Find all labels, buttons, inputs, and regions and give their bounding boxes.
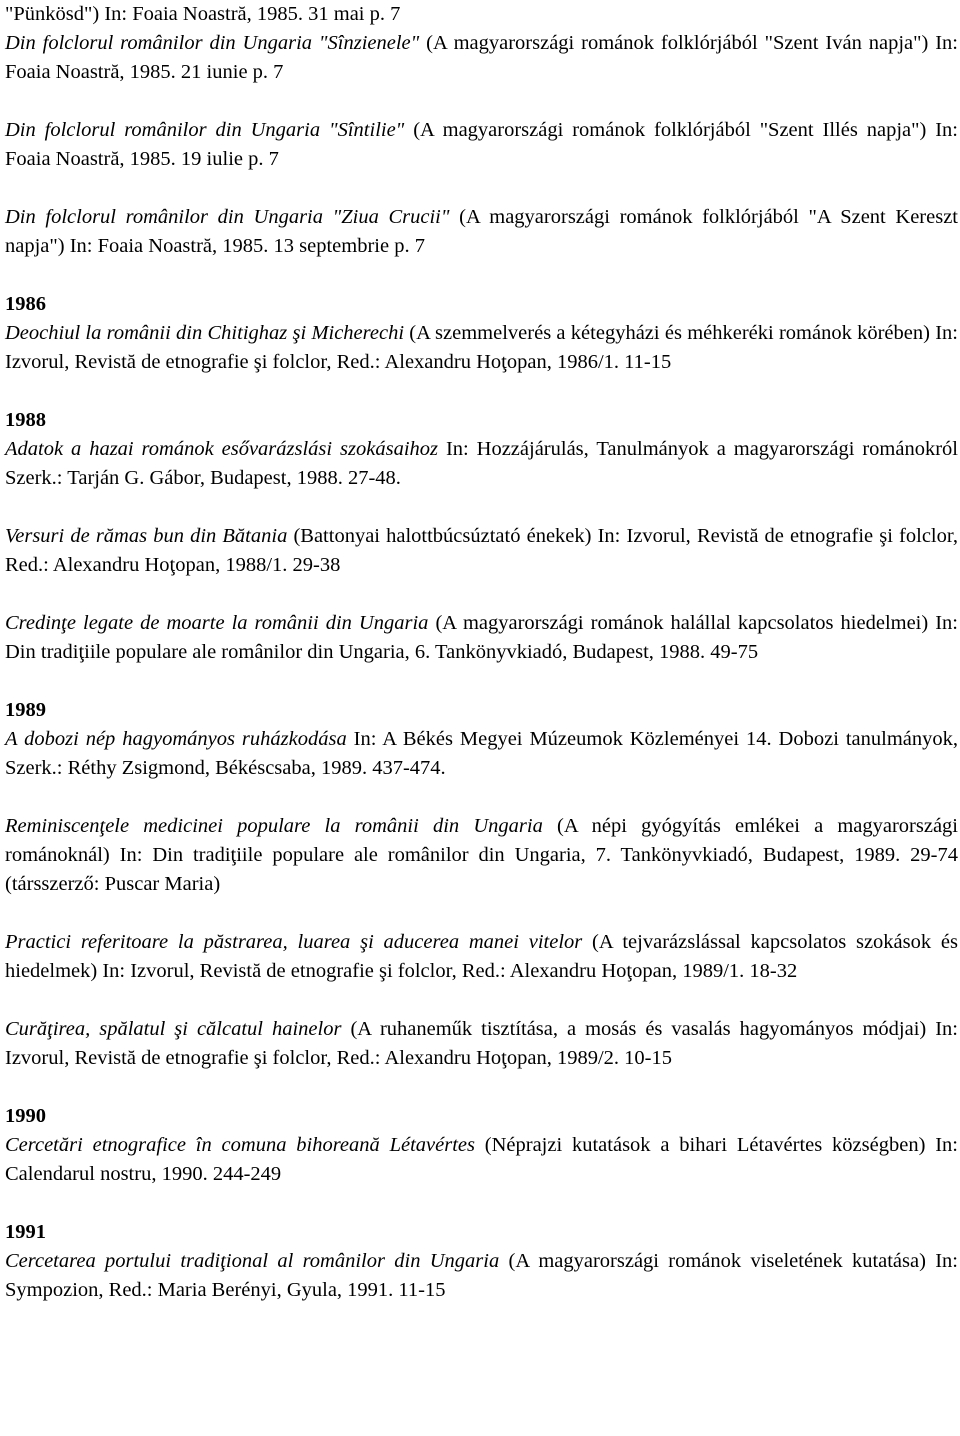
entry-details: (A ruhaneműk tisztítása, a mosás és vasalás hagyományos módjai) In: Izvorul, Revistă de etnografie şi folclor, Red.: Alexandru Hoţopan, 1989/2. 10-15 xyxy=(5,1018,958,1069)
entry-title: Din folclorul românilor din Ungaria "Sîntilie" xyxy=(5,119,405,141)
year-section xyxy=(5,1218,958,1305)
entry-title: Cercetarea portului tradiţional al românilor din Ungaria xyxy=(5,1250,500,1272)
bibliography-entry xyxy=(5,116,958,174)
year-section xyxy=(5,1102,958,1189)
entry-details: (A magyarországi románok folklórjából "Szent Iván napja") In: Foaia Noastră, 1985. 21 iunie p. 7 xyxy=(5,32,958,83)
entry-details: (Battonyai halottbúcsúztató énekek) In: Izvorul, Revistă de etnografie şi folclor, Red.: Alexandru Hoţopan, 1988/1. 29-38 xyxy=(5,525,958,576)
bibliography-sections xyxy=(5,29,958,1305)
entry-details: (A szemmelverés a kétegyházi és méhkeréki románok körében) In: Izvorul, Revistă de etnografie şi folclor, Red.: Alexandru Hoţopan, 1986/1. 11-15 xyxy=(5,322,958,373)
entry-title: Adatok a hazai románok esővarázslási szokásaihoz xyxy=(5,438,438,460)
entry-details: (A magyarországi románok viseletének kutatása) In: Sympozion, Red.: Maria Berényi, Gyula, 1991. 11-15 xyxy=(5,1250,958,1301)
entry-title: Credinţe legate de moarte la românii din Ungaria xyxy=(5,612,429,634)
bibliography-entry xyxy=(5,319,958,377)
entry-details: (Néprajzi kutatások a bihari Létavértes községben) In: Calendarul nostru, 1990. 244-249 xyxy=(5,1134,958,1185)
entry-title: A dobozi nép hagyományos ruházkodása xyxy=(5,728,347,750)
entry-title: Cercetări etnografice în comuna bihoreană Létavértes xyxy=(5,1134,475,1156)
entry-details: (A magyarországi románok halállal kapcsolatos hiedelmei) In: Din tradiţiile populare ale românilor din Ungaria, 6. Tankönyvkiadó, Budapest, 1988. 49-75 xyxy=(5,612,958,663)
bibliography-entry xyxy=(5,609,958,667)
bibliography-entry xyxy=(5,203,958,261)
year-heading: 1991 xyxy=(5,1221,46,1243)
entry-title: Curăţirea, spălatul şi călcatul hainelor xyxy=(5,1018,342,1040)
year-heading: 1990 xyxy=(5,1105,46,1127)
year-section xyxy=(5,406,958,667)
entry-details: (A magyarországi románok folklórjából "A Szent Kereszt napja") In: Foaia Noastră, 1985. 13 septembrie p. 7 xyxy=(5,206,958,257)
year-section xyxy=(5,29,958,261)
bibliography-entry xyxy=(5,725,958,783)
year-section xyxy=(5,696,958,1073)
entry-details: In: A Békés Megyei Múzeumok Közleményei 14. Dobozi tanulmányok, Szerk.: Réthy Zsigmond, Békéscsaba, 1989. 437-474. xyxy=(5,728,958,779)
bibliography-entry xyxy=(5,522,958,580)
year-heading: 1988 xyxy=(5,409,46,431)
entry-title: Din folclorul românilor din Ungaria "Ziua Crucii" xyxy=(5,206,450,228)
year-heading: 1986 xyxy=(5,293,46,315)
entry-details: In: Hozzájárulás, Tanulmányok a magyarországi románokról Szerk.: Tarján G. Gábor, Budapest, 1988. 27-48. xyxy=(5,438,958,489)
bibliography-entry xyxy=(5,1247,958,1305)
entry-title: Din folclorul românilor din Ungaria "Sînzienele" xyxy=(5,32,420,54)
bibliography-entry xyxy=(5,29,958,87)
bibliography-entry xyxy=(5,1015,958,1073)
entry-title: Deochiul la românii din Chitighaz şi Micherechi xyxy=(5,322,405,344)
entry-title: Versuri de rămas bun din Bătania xyxy=(5,525,288,547)
bibliography-entry xyxy=(5,812,958,899)
entry-title: Practici referitoare la păstrarea, luarea şi aducerea manei vitelor xyxy=(5,931,583,953)
bibliography-entry xyxy=(5,435,958,493)
continued-entry-fragment: "Pünkösd") In: Foaia Noastră, 1985. 31 mai p. 7 xyxy=(5,3,401,25)
year-section xyxy=(5,290,958,377)
entry-details: (A tejvarázslással kapcsolatos szokások és hiedelmek) In: Izvorul, Revistă de etnografie şi folclor, Red.: Alexandru Hoţopan, 1989/1. 18-32 xyxy=(5,931,958,982)
entry-details: (A magyarországi románok folklórjából "Szent Illés napja") In: Foaia Noastră, 1985. 19 iulie p. 7 xyxy=(5,119,959,170)
bibliography-document xyxy=(5,0,958,1334)
entry-title: Reminiscenţele medicinei populare la românii din Ungaria xyxy=(5,815,543,837)
bibliography-entry xyxy=(5,1131,958,1189)
bibliography-entry xyxy=(5,928,958,986)
year-heading: 1989 xyxy=(5,699,46,721)
entry-details: (A népi gyógyítás emlékei a magyarországi románoknál) In: Din tradiţiile populare ale românilor din Ungaria, 7. Tankönyvkiadó, Budapest, 1989. 29-74 (társszerző: Puscar Maria) xyxy=(5,815,958,895)
